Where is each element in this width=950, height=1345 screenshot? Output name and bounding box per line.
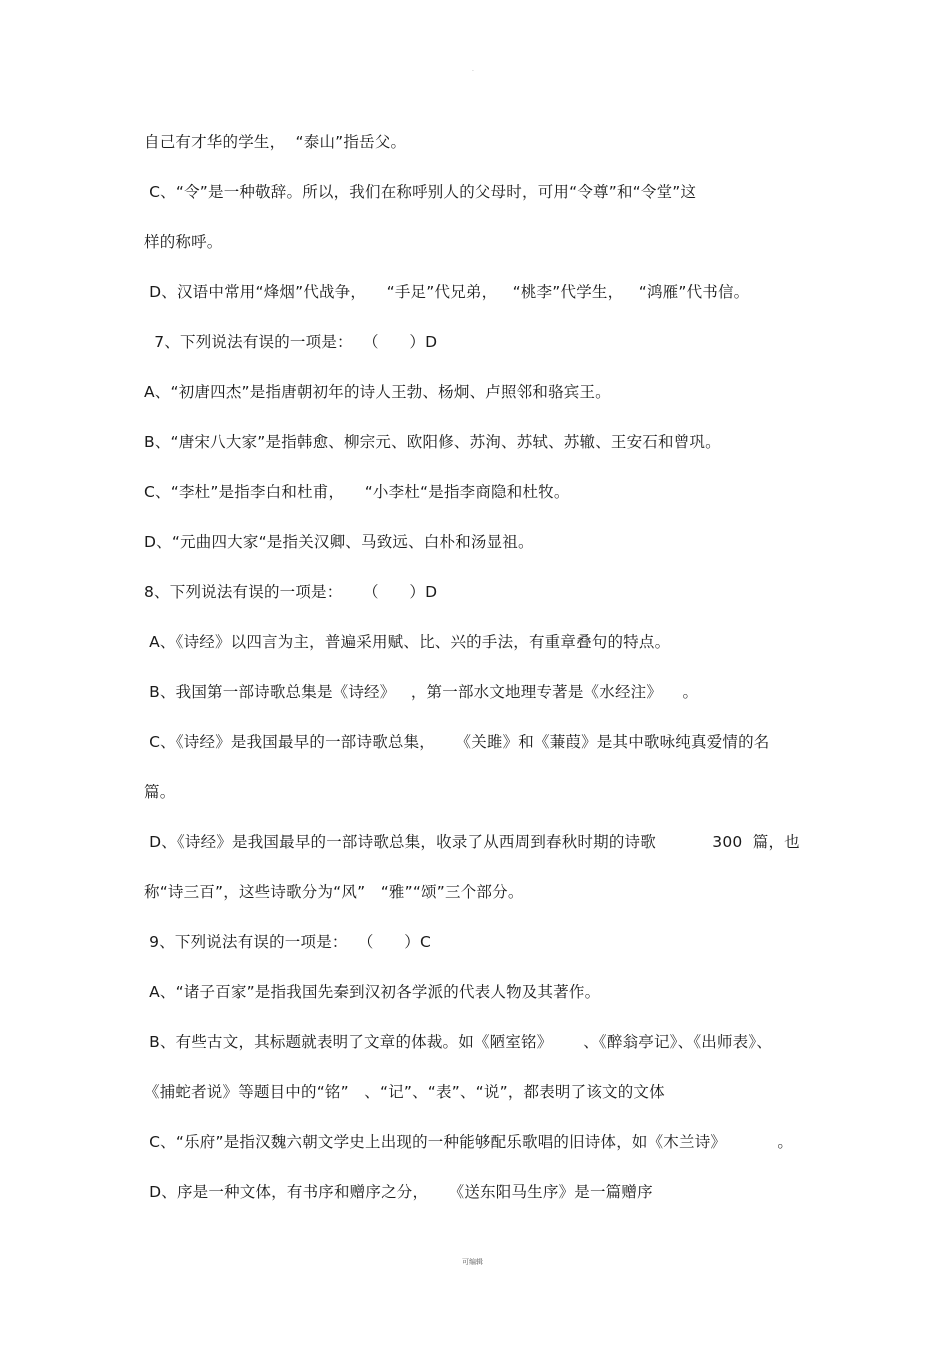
q9-option-b: B、有些古文，其标题就表明了文章的体裁。如《陋室铭》 、《醉翁亭记》、《出师表》、	[144, 1033, 773, 1051]
q7-option-b: B、“唐宋八大家”是指韩愈、柳宗元、欧阳修、苏洵、苏轼、苏辙、王安石和曾巩。	[144, 433, 721, 451]
text-line-2: C、“令”是一种敬辞。所以，我们在称呼别人的父母时，可用“令尊”和“令堂”这	[144, 183, 697, 201]
text-line-1: 自己有才华的学生， “泰山”指岳父。	[144, 133, 407, 151]
q8-option-b: B、我国第一部诗歌总集是《诗经》 ，第一部水文地理专著是《水经注》 。	[144, 683, 699, 701]
q7-option-d: D、“元曲四大家“是指关汉卿、马致远、白朴和汤显祖。	[144, 533, 534, 551]
q9-option-d: D、序是一种文体，有书序和赠序之分， 《送东阳马生序》是一篇赠序	[144, 1183, 653, 1201]
q8-option-c: C、《诗经》是我国最早的一部诗歌总集， 《关雎》和《蒹葭》是其中歌咏纯真爱情的名	[144, 733, 770, 751]
text-line-3: 样的称呼。	[144, 233, 223, 251]
question-9: 9、下列说法有误的一项是： （ ）C	[144, 933, 432, 951]
q8-option-a: A、《诗经》以四言为主，普遍采用赋、比、兴的手法，有重章叠句的特点。	[144, 633, 671, 651]
footer-editable-label: 可编辑	[462, 1258, 483, 1266]
q9-option-c: C、“乐府”是指汉魏六朝文学史上出现的一种能够配乐歌唱的旧诗体，如《木兰诗》 。	[144, 1133, 794, 1151]
q7-option-c: C、“李杜”是指李白和杜甫， “小李杜“是指李商隐和杜牧。	[144, 483, 570, 501]
text-line-4: D、汉语中常用“烽烟”代战争， “手足”代兄弟， “桃李”代学生， “鸿雁”代书信。	[144, 283, 750, 301]
q8-option-d-cont: 称“诗三百”，这些诗歌分为“风” “雅”“颂”三个部分。	[144, 883, 524, 901]
q8-option-c-cont: 篇。	[144, 783, 176, 801]
header-mark: ·	[472, 68, 474, 75]
question-8: 8、下列说法有误的一项是： （ ）D	[144, 583, 438, 601]
q9-option-b-cont: 《捕蛇者说》等题目中的“铭” 、“记”、“表”、“说”，都表明了该文的文体	[144, 1083, 665, 1101]
question-7: 7、下列说法有误的一项是： （ ）D	[144, 333, 438, 351]
q9-option-a: A、“诸子百家”是指我国先秦到汉初各学派的代表人物及其著作。	[144, 983, 601, 1001]
q8-option-d: D、《诗经》是我国最早的一部诗歌总集，收录了从西周到春秋时期的诗歌 300 篇，也	[144, 833, 800, 851]
q7-option-a: A、“初唐四杰”是指唐朝初年的诗人王勃、杨炯、卢照邻和骆宾王。	[144, 383, 611, 401]
